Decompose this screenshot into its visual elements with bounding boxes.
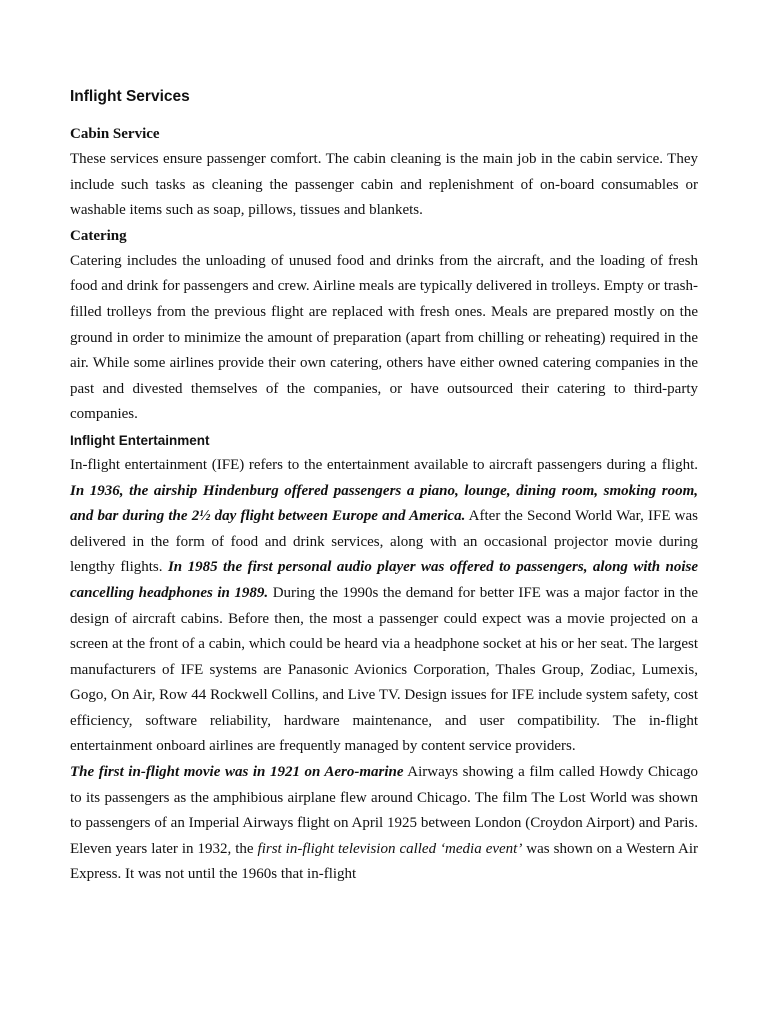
inflight-entertainment-paragraph	[70, 453, 698, 760]
document-body	[70, 84, 698, 888]
section-heading-catering: Catering	[70, 227, 127, 244]
page-title: Inflight Services	[70, 88, 190, 105]
section-heading-cabin-service: Cabin Service	[70, 126, 160, 142]
text-run: After the Second World War, IFE was delivered in the form of food and drink services, along with an occasional projector movie during lengthy flights.	[70, 508, 698, 576]
text-run: was shown on a Western Air Express. It was not until the 1960s that in-flight	[70, 840, 698, 883]
text-run: In-flight entertainment (IFE) refers to the entertainment available to aircraft passengers during a flight.	[70, 456, 698, 473]
text-run: Airways showing a film called Howdy Chicago to its passengers as the amphibious airplane flew around Chicago. The film The Lost World was shown to passengers of an Imperial Airways flight on April 1925 between London (Croydon Airport) and Paris. Eleven years later in 1932, the	[70, 764, 698, 857]
italic-run: first in-flight television called ‘media event’	[257, 840, 523, 857]
text-run: Catering includes the unloading of unused food and drinks from the aircraft, and the loading of fresh food and drink for passengers and crew. Airline meals are typically delivered in trolleys. Empty or trash-filled trolleys from the previous flight are replaced with fresh ones. Meals are prepared mostly on the ground in order to minimize the amount of preparation (apart from chilling or reheating) required in the air. While some airlines provide their own catering, others have either owned catering companies in the past and divested themselves of the companies, or have outsourced their catering to third-party companies.	[70, 252, 698, 423]
emphasis-run: In 1985 the first personal audio player was offered to passengers, along with noise cancelling headphones in 1989.	[70, 559, 698, 601]
catering-paragraph	[70, 249, 698, 428]
emphasis-run: In 1936, the airship Hindenburg offered passengers a piano, lounge, dining room, smoking room, and bar during the 2½ day flight between Europe and America.	[70, 482, 698, 525]
emphasis-run: The first in-flight movie was in 1921 on Aero-marine	[70, 764, 404, 781]
section-heading-inflight-entertainment: Inflight Entertainment	[70, 432, 210, 448]
text-run: During the 1990s the demand for better IFE was a major factor in the design of aircraft cabins. Before then, the most a passenger could expect was a movie projected on a screen at the front of a cabin, which could be heard via a headphone socket at his or her seat. The largest manufacturers of IFE systems are Panasonic Avionics Corporation, Thales Group, Zodiac, Lumexis, Gogo, On Air, Row 44 Rockwell Collins, and Live TV. Design issues for IFE include system safety, cost efficiency, software reliability, hardware maintenance, and user compatibility. The in-flight entertainment onboard airlines are frequently managed by content service providers.	[70, 584, 698, 755]
text-run: These services ensure passenger comfort. The cabin cleaning is the main job in the cabin service. They include such tasks as cleaning the passenger cabin and replenishment of on-board consumables or washable items such as soap, pillows, tissues and blankets.	[70, 151, 698, 219]
cabin-service-paragraph	[70, 147, 698, 224]
inflight-movie-paragraph	[70, 760, 698, 888]
